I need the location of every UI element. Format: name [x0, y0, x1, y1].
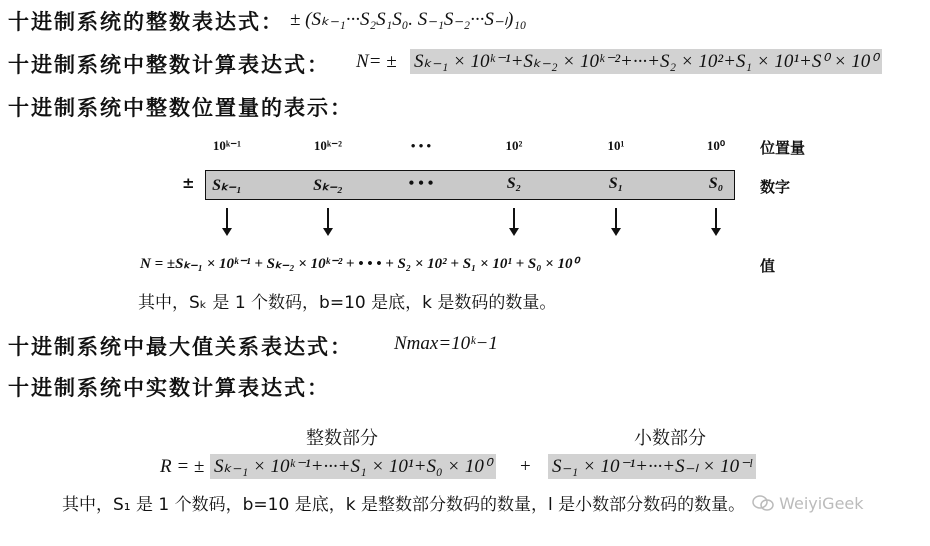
fraction-part-formula: S₋₁ × 10⁻¹+···+S₋ₗ × 10⁻ˡ — [548, 454, 756, 479]
integer-part-formula: Sₖ₋₁ × 10ᵏ⁻¹+···+S₁ × 10¹+S₀ × 10⁰ — [210, 454, 496, 479]
wechat-icon — [752, 494, 774, 512]
integer-calc-heading: 十进制系统中整数计算表达式： — [8, 53, 330, 77]
integer-expression-heading: 十进制系统的整数表达式： — [8, 10, 284, 34]
real-note: 其中，S₁ 是 1 个数码，b=10 是底，k 是整数部分数码的数量，l 是小数部分数码的数量。 — [62, 495, 746, 515]
fraction-part-label: 小数部分 — [634, 428, 706, 449]
position-label: 10² — [505, 138, 523, 153]
watermark-text: WeiyiGeek — [779, 494, 864, 513]
down-arrow-icon — [513, 208, 515, 230]
real-formula-prefix: R = ± — [160, 456, 205, 477]
integer-calc-formula: Sₖ₋₁ × 10ᵏ⁻¹+Sₖ₋₂ × 10ᵏ⁻²+···+S₂ × 10²+S₁ × 10¹+S⁰ × 10⁰ — [410, 49, 882, 74]
row-label-digit: 数字 — [760, 178, 791, 196]
digit-note: 其中，Sₖ 是 1 个数码，b=10 是底，k 是数码的数量。 — [138, 293, 557, 313]
digit-bar — [205, 170, 735, 200]
down-arrow-icon — [615, 208, 617, 230]
digit-cell: S₁ — [608, 175, 624, 192]
row-label-position: 位置量 — [760, 139, 806, 157]
position-label: 10⁰ — [706, 138, 726, 153]
plus-symbol: + — [520, 456, 531, 477]
down-arrow-icon — [226, 208, 228, 230]
real-calc-heading: 十进制系统中实数计算表达式： — [8, 376, 330, 400]
sign-symbol: ± — [182, 174, 195, 192]
digit-ellipsis: • • • — [408, 175, 434, 192]
watermark-logo — [752, 494, 864, 513]
position-ellipsis: • • • — [410, 138, 432, 153]
digit-cell: Sₖ₋₁ — [212, 177, 242, 194]
integer-expression-formula: ± (Sₖ₋₁···S₂S₁S₀. S₋₁S₋₂···S₋ₗ)₁₀ — [290, 9, 527, 30]
value-expression: N = ±Sₖ₋₁ × 10ᵏ⁻¹ + Sₖ₋₂ × 10ᵏ⁻² + • • • + S₂ × 10² + S₁ × 10¹ + S₀ × 10⁰ — [140, 256, 579, 272]
digit-cell: S₀ — [708, 175, 724, 192]
down-arrow-icon — [327, 208, 329, 230]
integer-part-label: 整数部分 — [306, 428, 378, 449]
integer-calc-prefix: N= ± — [356, 51, 397, 72]
digit-cell: Sₖ₋₂ — [313, 177, 343, 194]
position-label: 10ᵏ⁻² — [313, 138, 343, 153]
position-representation-heading: 十进制系统中整数位置量的表示： — [8, 96, 353, 120]
max-value-formula: Nmax=10ᵏ−1 — [394, 333, 498, 354]
position-label: 10ᵏ⁻¹ — [212, 138, 242, 153]
down-arrow-icon — [715, 208, 717, 230]
position-label: 10¹ — [607, 138, 625, 153]
row-label-value: 值 — [760, 257, 776, 275]
digit-cell: S₂ — [506, 175, 522, 192]
max-value-heading: 十进制系统中最大值关系表达式： — [8, 335, 353, 359]
